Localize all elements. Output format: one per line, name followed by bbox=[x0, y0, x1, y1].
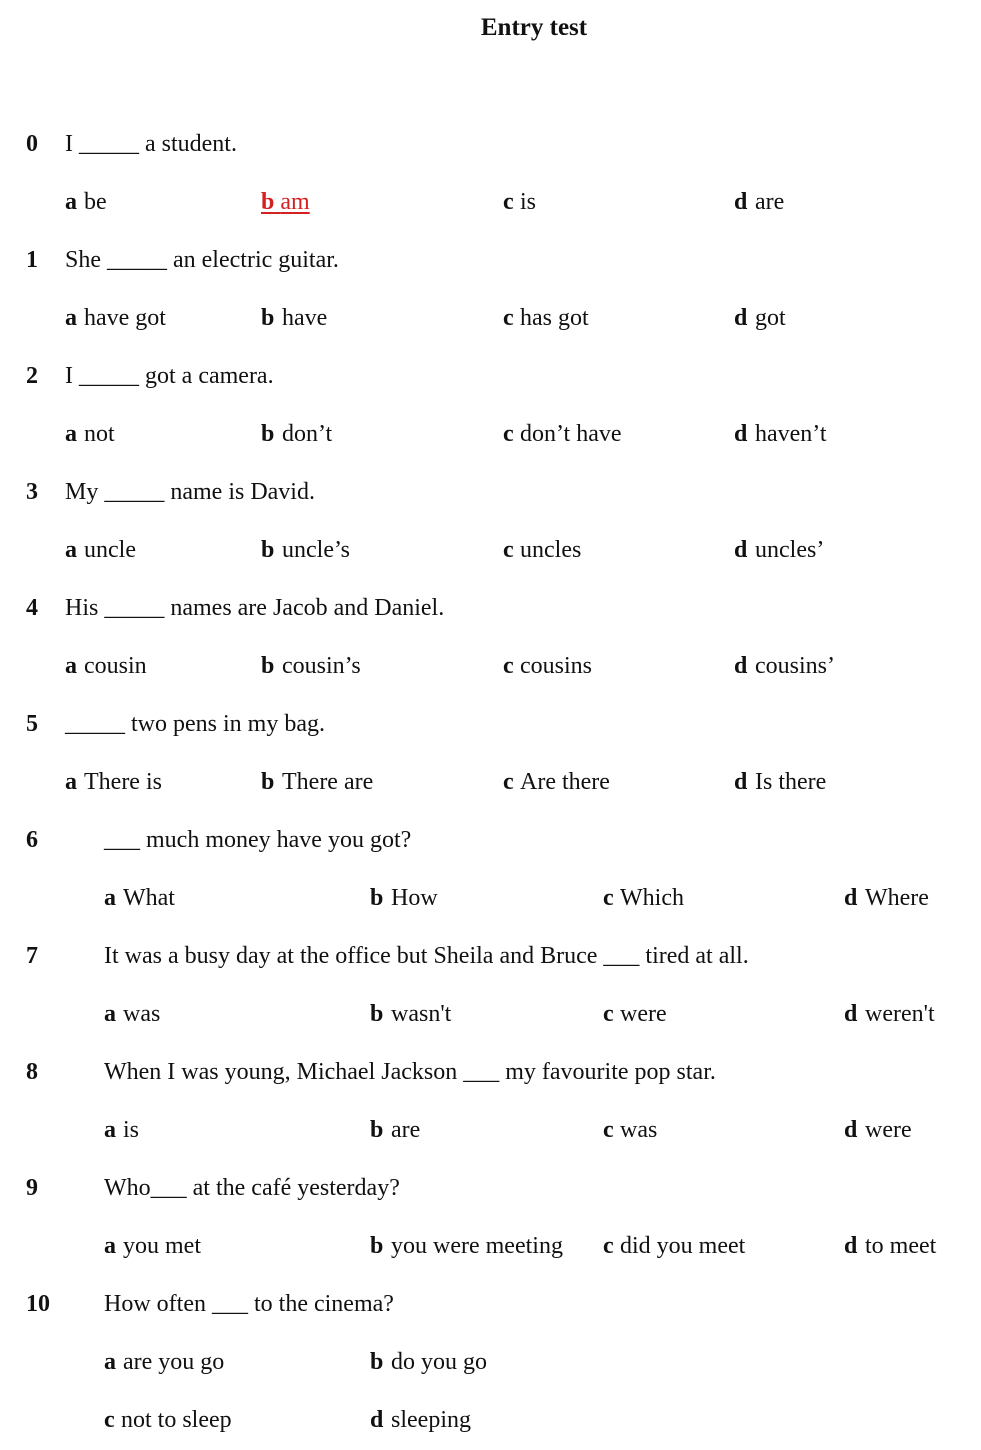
option-letter: a bbox=[65, 537, 77, 563]
option-text: did you meet bbox=[620, 1233, 746, 1259]
option-letter: d bbox=[734, 653, 748, 679]
question-number: 2 bbox=[26, 363, 38, 389]
question-number: 6 bbox=[26, 827, 38, 853]
option-letter: b bbox=[370, 1349, 384, 1375]
option-letter: a bbox=[104, 885, 116, 911]
option-letter: b bbox=[261, 653, 275, 679]
option-text: uncle bbox=[84, 537, 136, 563]
option-letter: d bbox=[844, 1001, 858, 1027]
option-letter: d bbox=[844, 1117, 858, 1143]
correct-answer-option bbox=[261, 187, 310, 217]
option-text: was bbox=[123, 1001, 161, 1027]
question-number: 3 bbox=[26, 479, 38, 505]
option-letter: d bbox=[844, 885, 858, 911]
option-text: am bbox=[280, 189, 310, 215]
option-text: How bbox=[391, 885, 438, 911]
page-title: Entry test bbox=[480, 14, 588, 41]
option-letter: d bbox=[734, 537, 748, 563]
option-text: cousins bbox=[520, 653, 592, 679]
option-text: were bbox=[865, 1117, 912, 1143]
option-text: have bbox=[282, 305, 328, 331]
option-letter: b bbox=[370, 1117, 384, 1143]
option-letter: c bbox=[104, 1407, 115, 1433]
question-stem: How often ___ to the cinema? bbox=[104, 1291, 394, 1317]
option-text: What bbox=[123, 885, 175, 911]
option-letter: c bbox=[603, 1001, 614, 1027]
option-text: There are bbox=[282, 769, 374, 795]
question-number: 4 bbox=[26, 595, 38, 621]
question-number: 10 bbox=[26, 1291, 50, 1317]
option-text: do you go bbox=[391, 1349, 487, 1375]
option-text: Are there bbox=[520, 769, 610, 795]
question-stem: My _____ name is David. bbox=[65, 479, 315, 505]
option-letter: d bbox=[734, 189, 748, 215]
option-text: was bbox=[620, 1117, 658, 1143]
option-text: you met bbox=[123, 1233, 201, 1259]
option-letter: a bbox=[65, 305, 77, 331]
option-letter: a bbox=[104, 1117, 116, 1143]
option-letter: a bbox=[65, 653, 77, 679]
option-letter: a bbox=[104, 1001, 116, 1027]
option-text: were bbox=[620, 1001, 667, 1027]
option-letter: b bbox=[261, 421, 275, 447]
option-text: sleeping bbox=[391, 1407, 471, 1433]
option-text: Is there bbox=[755, 769, 827, 795]
option-text: don’t bbox=[282, 421, 333, 447]
option-text: you were meeting bbox=[391, 1233, 563, 1259]
option-text: don’t have bbox=[520, 421, 622, 447]
option-letter: b bbox=[261, 189, 275, 215]
option-letter: b bbox=[261, 305, 275, 331]
option-text: wasn't bbox=[391, 1001, 452, 1027]
question-number: 1 bbox=[26, 247, 38, 273]
option-text: not bbox=[84, 421, 115, 447]
option-letter: a bbox=[104, 1233, 116, 1259]
option-text: are bbox=[391, 1117, 421, 1143]
option-letter: a bbox=[65, 421, 77, 447]
option-text: is bbox=[123, 1117, 140, 1143]
option-letter: d bbox=[370, 1407, 384, 1433]
option-letter: d bbox=[734, 769, 748, 795]
option-text: uncles’ bbox=[755, 537, 825, 563]
question-stem: I _____ got a camera. bbox=[65, 363, 274, 389]
option-letter: c bbox=[603, 1233, 614, 1259]
option-letter: b bbox=[370, 1233, 384, 1259]
question-stem: I _____ a student. bbox=[65, 131, 237, 157]
option-text: have got bbox=[84, 305, 166, 331]
question-stem: ___ much money have you got? bbox=[104, 827, 412, 853]
option-letter: a bbox=[104, 1349, 116, 1375]
question-number: 9 bbox=[26, 1175, 38, 1201]
question-number: 0 bbox=[26, 131, 38, 157]
option-letter: b bbox=[370, 885, 384, 911]
question-stem: When I was young, Michael Jackson ___ my favourite pop star. bbox=[104, 1059, 716, 1085]
option-text: cousin bbox=[84, 653, 147, 679]
option-letter: b bbox=[261, 537, 275, 563]
option-text: There is bbox=[84, 769, 162, 795]
option-letter: d bbox=[734, 421, 748, 447]
option-letter: b bbox=[261, 769, 275, 795]
option-letter: c bbox=[503, 421, 514, 447]
question-stem: It was a busy day at the office but Sheila and Bruce ___ tired at all. bbox=[104, 943, 749, 969]
option-letter: c bbox=[503, 189, 514, 215]
option-letter: c bbox=[503, 653, 514, 679]
option-letter: a bbox=[65, 769, 77, 795]
question-stem: His _____ names are Jacob and Daniel. bbox=[65, 595, 445, 621]
option-text: Which bbox=[620, 885, 684, 911]
option-letter: c bbox=[503, 769, 514, 795]
question-number: 7 bbox=[26, 943, 38, 969]
option-text: uncles bbox=[520, 537, 582, 563]
option-text: cousin’s bbox=[282, 653, 361, 679]
option-text: Where bbox=[865, 885, 929, 911]
option-text: got bbox=[755, 305, 786, 331]
question-number: 8 bbox=[26, 1059, 38, 1085]
option-letter: c bbox=[603, 885, 614, 911]
option-text: are you go bbox=[123, 1349, 225, 1375]
option-letter: b bbox=[370, 1001, 384, 1027]
option-letter: c bbox=[603, 1117, 614, 1143]
option-letter: d bbox=[734, 305, 748, 331]
option-text: uncle’s bbox=[282, 537, 350, 563]
option-text: weren't bbox=[865, 1001, 935, 1027]
question-stem: _____ two pens in my bag. bbox=[65, 711, 325, 737]
option-text: are bbox=[755, 189, 785, 215]
option-letter: d bbox=[844, 1233, 858, 1259]
question-stem: Who___ at the café yesterday? bbox=[104, 1175, 400, 1201]
question-stem: She _____ an electric guitar. bbox=[65, 247, 339, 273]
option-text: be bbox=[84, 189, 107, 215]
question-number: 5 bbox=[26, 711, 38, 737]
option-text: to meet bbox=[865, 1233, 937, 1259]
option-text: not to sleep bbox=[121, 1407, 232, 1433]
option-letter: a bbox=[65, 189, 77, 215]
option-letter: c bbox=[503, 537, 514, 563]
option-text: cousins’ bbox=[755, 653, 835, 679]
option-text: is bbox=[520, 189, 537, 215]
option-text: haven’t bbox=[755, 421, 827, 447]
option-letter: c bbox=[503, 305, 514, 331]
option-text: has got bbox=[520, 305, 589, 331]
